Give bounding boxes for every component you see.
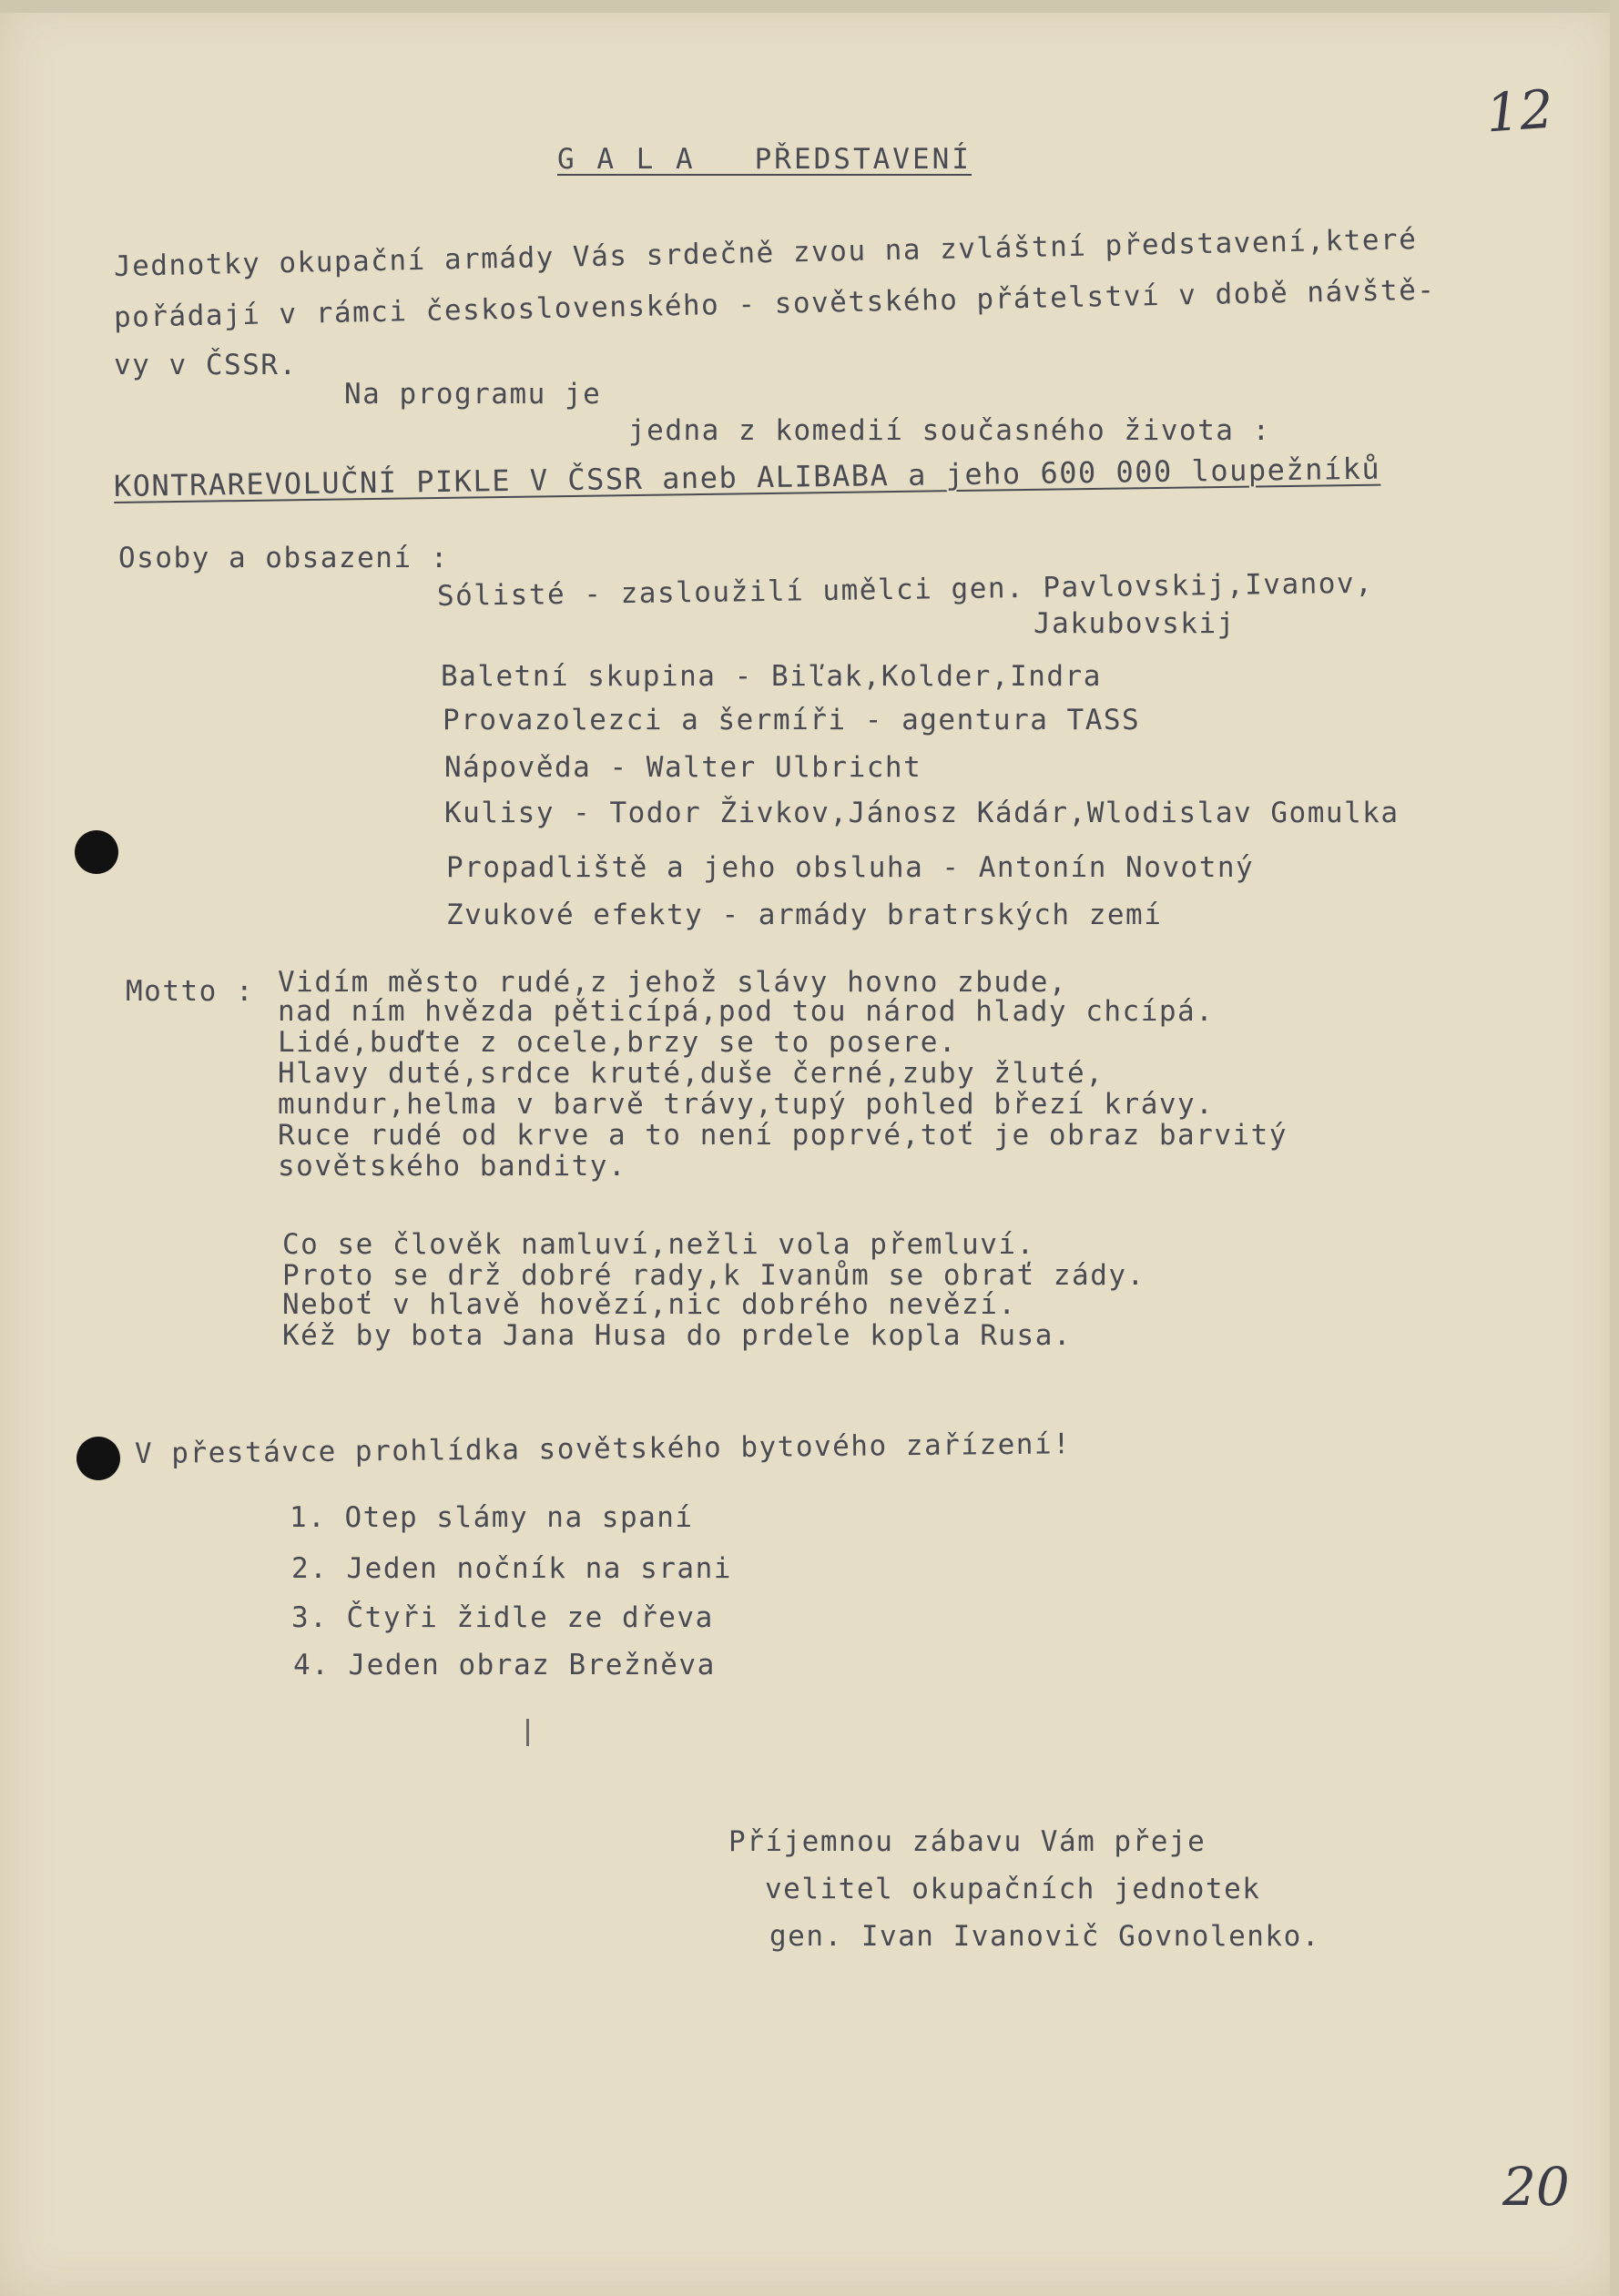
pencil-mark bbox=[526, 1719, 529, 1746]
cast-trapdoor: Propadliště a jeho obsluha - Antonín Novotný bbox=[446, 851, 1255, 884]
intro-line-4: Na programu je bbox=[344, 378, 602, 411]
intermission-item-2: 2. Jeden nočník na srani bbox=[291, 1552, 732, 1585]
punch-hole-upper bbox=[75, 830, 118, 874]
play-headline: KONTRAREVOLUČNÍ PIKLE V ČSSR aneb ALIBABA a jeho 600 000 loupežníků bbox=[113, 451, 1381, 503]
motto-line-8: Co se člověk namluví,nežli vola přemluví. bbox=[282, 1228, 1035, 1261]
cast-acrobats: Provazolezci a šermíři - agentura TASS bbox=[443, 704, 1141, 737]
closing-line-2: velitel okupačních jednotek bbox=[765, 1873, 1261, 1905]
motto-line-6: Ruce rudé od krve a to není poprvé,toť je obraz barvitý bbox=[278, 1119, 1288, 1152]
intermission-item-1: 1. Otep slámy na spaní bbox=[290, 1501, 694, 1534]
intro-line-1: Jednotky okupační armády Vás srdečně zvou na zvláštní představení,které bbox=[113, 223, 1418, 283]
motto-line-2: nad ním hvězda pěticípá,pod tou národ hlady chcípá. bbox=[278, 995, 1215, 1028]
intermission-heading: V přestávce prohlídka sovětského bytového zařízení! bbox=[134, 1427, 1072, 1470]
motto-line-5: mundur,helma v barvě trávy,tupý pohled březí krávy. bbox=[278, 1088, 1215, 1121]
motto-line-7: sovětského bandity. bbox=[278, 1150, 627, 1183]
intro-line-2: pořádají v rámci československého - sovětského přátelství v době návště- bbox=[113, 273, 1436, 334]
cast-scenery: Kulisy - Todor Živkov,Jánosz Kádár,Wlodislav Gomulka bbox=[444, 797, 1400, 829]
closing-signature: gen. Ivan Ivanovič Govnolenko. bbox=[769, 1920, 1320, 1953]
cast-prompter: Nápověda - Walter Ulbricht bbox=[444, 751, 922, 784]
document-title: G A L A PŘEDSTAVENÍ bbox=[557, 143, 972, 176]
motto-line-4: Hlavy duté,srdce kruté,duše černé,zuby žluté, bbox=[278, 1057, 1105, 1090]
motto-line-10: Neboť v hlavě hovězí,nic dobrého nevězí. bbox=[282, 1288, 1017, 1321]
motto-line-3: Lidé,buďte z ocele,brzy se to posere. bbox=[278, 1026, 958, 1059]
paper-edge-right bbox=[1610, 0, 1619, 2296]
closing-line-1: Příjemnou zábavu Vám přeje bbox=[728, 1825, 1207, 1858]
page-number-top: 12 bbox=[1483, 77, 1556, 145]
intro-line-3: vy v ČSSR. bbox=[114, 349, 298, 381]
paper-edge-top bbox=[0, 0, 1619, 13]
motto-line-1: Vidím město rudé,z jehož slávy hovno zbude, bbox=[278, 966, 1068, 999]
cast-ballet: Baletní skupina - Biľak,Kolder,Indra bbox=[441, 660, 1102, 693]
intro-line-5: jedna z komedií současného života : bbox=[628, 414, 1271, 447]
motto-label: Motto : bbox=[126, 975, 255, 1008]
cast-label: Osoby a obsazení : bbox=[118, 542, 449, 574]
punch-hole-lower bbox=[76, 1437, 120, 1480]
cast-soloists-line-1: Sólisté - zasloužilí umělci gen. Pavlovskij,Ivanov, bbox=[436, 566, 1374, 613]
page-number-bottom: 20 bbox=[1502, 2156, 1570, 2218]
intermission-item-3: 3. Čtyři židle ze dřeva bbox=[291, 1601, 714, 1634]
cast-sound: Zvukové efekty - armády bratrských zemí bbox=[446, 899, 1163, 931]
cast-soloists-line-2: Jakubovskij bbox=[1034, 607, 1236, 640]
motto-line-9: Proto se drž dobré rady,k Ivanům se obrať zády. bbox=[282, 1259, 1146, 1292]
intermission-item-4: 4. Jeden obraz Brežněva bbox=[293, 1649, 716, 1681]
motto-line-11: Kéž by bota Jana Husa do prdele kopla Rusa. bbox=[282, 1319, 1073, 1352]
